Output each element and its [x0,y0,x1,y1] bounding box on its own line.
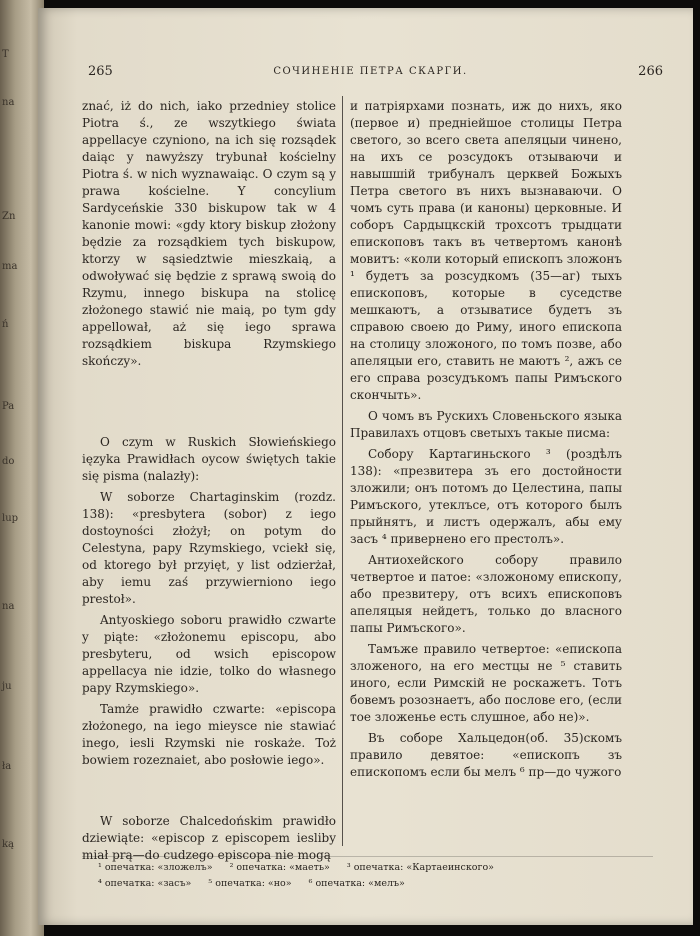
footnote: ² опечатка: «маеть» [229,862,330,873]
paragraph: Antyoskiego soboru prawidło czwarte y piąte: «złożonemu episcopu, abo presbyteru, od wsich episcopow appellacya nie idzie, tolko do własnego papy Rzymskiego». [82,613,336,695]
paragraph: W soborze Chartaginskim (rozdz. 138): «presbytera (sobor) z iego dostoyności złożył; on potym do Celestyna, papy Rzymskiego, vciekł się, od ktorego był przyięt, y list odzierżał, aby iemu zaś przywierniono iego prestoł». [82,490,336,606]
footnote: ⁴ опечатка: «засъ» [98,878,192,889]
left-page-fragment: lup [2,513,19,524]
footnote: ¹ опечатка: «зложелъ» [98,862,213,873]
paragraph: Тамъже правило четвертое: «епископа зложеного, на его местцы не ⁵ ставить иного, если Римскій не роскажетъ. Тотъ бовемъ розознаетъ, або послове его, (если тое зложенье есть слушное, або не)». [350,642,622,724]
footnote: ⁶ опечатка: «мелъ» [308,878,405,889]
paragraph: Антиохейского собору правило четвертое и патое: «зложоному епископу, або презвитеру, отъ всихъ епископовъ апеляцыя нейдетъ, только до влaсного папы Римъского». [350,553,622,635]
footnote: ⁵ опечатка: «но» [208,878,292,889]
paragraph: znać, iż do nich, iako przedniey stolice Piotra ś., ze wszytkiego świata appellacye czyniono, na ich się rozsądek daiąc y nawyższy trybunał kościelny Piotra ś. w nich wyznawaiąc. O czym są y prawa kościelne. Y concylium Sardyceńskie 330 biskupow tak w 4 kanonie mowi: «gdy ktory biskup złożony będzie za rozsądkiem tych biskupow, ktorzy w sąsiedztwie mieszkaią, a odwoływać się będzie z sprawą swoią do Rzymu, innego biskupa na stolicę złożonego stawić nie maią, po tym gdy appellował, aż się iego sprawa rozsądkiem biskupa Rzymskiego skończy». [82,99,336,368]
footnote-rule [82,856,653,857]
left-page-fragment: do [2,456,15,467]
left-page-fragment: Zn [2,211,16,222]
paragraph: Въ соборе Хальцедон(об. 35)скомъ правило девятое: «епископъ зъ епископомъ если бы мелъ ⁶ пр—до чужого [350,731,622,779]
left-page-fragment: ju [2,681,12,692]
polish-text-column [82,98,336,868]
paragraph: и патріярхами познать, иж до нихъ, яко (первое и) предніейшое столицы Петра светого, зо всего света апеляцыи чинено, на ихъ се розсудокъ отзываючи и навышшій трибуналъ церквей Божыхъ Петра светого въ нихъ вызнаваючи. О чомъ суть права (и каноны) церковные. И соборъ Сардыцкскій трохсотъ трыдцати епископовъ такъ въ четвертомъ канонѣ мовитъ: «коли который епископъ зложонъ ¹ будетъ за розсудкомъ (35—аг) тыхъ епископовъ, которые в суседстве мешкаютъ, а отзыватисе будетъ зъ справою своею до Риму, иного епископа на столицу зложоного, по томъ позве, або апеляцыи его, ставить не маютъ ², ажъ се его справа розсудъкомъ папы Римъского скончыть». [350,99,622,402]
left-page-fragment: ń [2,319,9,330]
page-number-right: 266 [638,64,663,79]
running-header [78,64,663,84]
left-page-fragment: na [2,601,15,612]
left-page-fragment: ma [2,261,18,272]
ruthenian-text-column [350,98,622,785]
paragraph: Tamże prawidło czwarte: «episcopa złożonego, na iego mieysce nie stawiać inego, iesli Rzymski nie roskaże. Toż bowiem rozeznaiet, abo posłowie iego». [82,702,336,767]
paragraph: O czym w Ruskich Słowieńskiego ięzyka Prawidłach oycow świętych takie się pisma (nalazły): [82,435,336,483]
left-page-fragment: ła [2,761,12,772]
paragraph: О чомъ въ Рускихъ Словеньского языка Правилахъ отцовъ светыхъ такые писма: [350,409,622,440]
paragraph: W soborze Chalcedońskim prawidło dziewiąte: «episcop z episcopem iesliby miał prą—do cudzego episcopa nie mogą [82,814,336,862]
footnote: ³ опечатка: «Картаеинского» [346,862,494,873]
book-page [38,8,693,925]
left-page-fragment: ką [2,839,15,850]
left-page-fragment: na [2,97,15,108]
running-title: СОЧИНЕНІЕ ПЕТРА СКАРГИ. [273,66,468,77]
column-divider [342,96,343,846]
left-page-fragment: Pa [2,401,15,412]
footnotes [98,860,663,892]
paragraph: Собору Картагиньского ³ (роздѣлъ 138): «презвитера зъ его достойности зложили; онъ потомъ до Целестина, папы Римъского, утеклъсе, отъ которого былъ прыйнятъ, и листъ одержалъ, абы ему засъ ⁴ привернено его престолъ». [350,447,622,546]
left-page-fragment: Т [2,49,9,60]
page-number-left: 265 [88,64,113,79]
